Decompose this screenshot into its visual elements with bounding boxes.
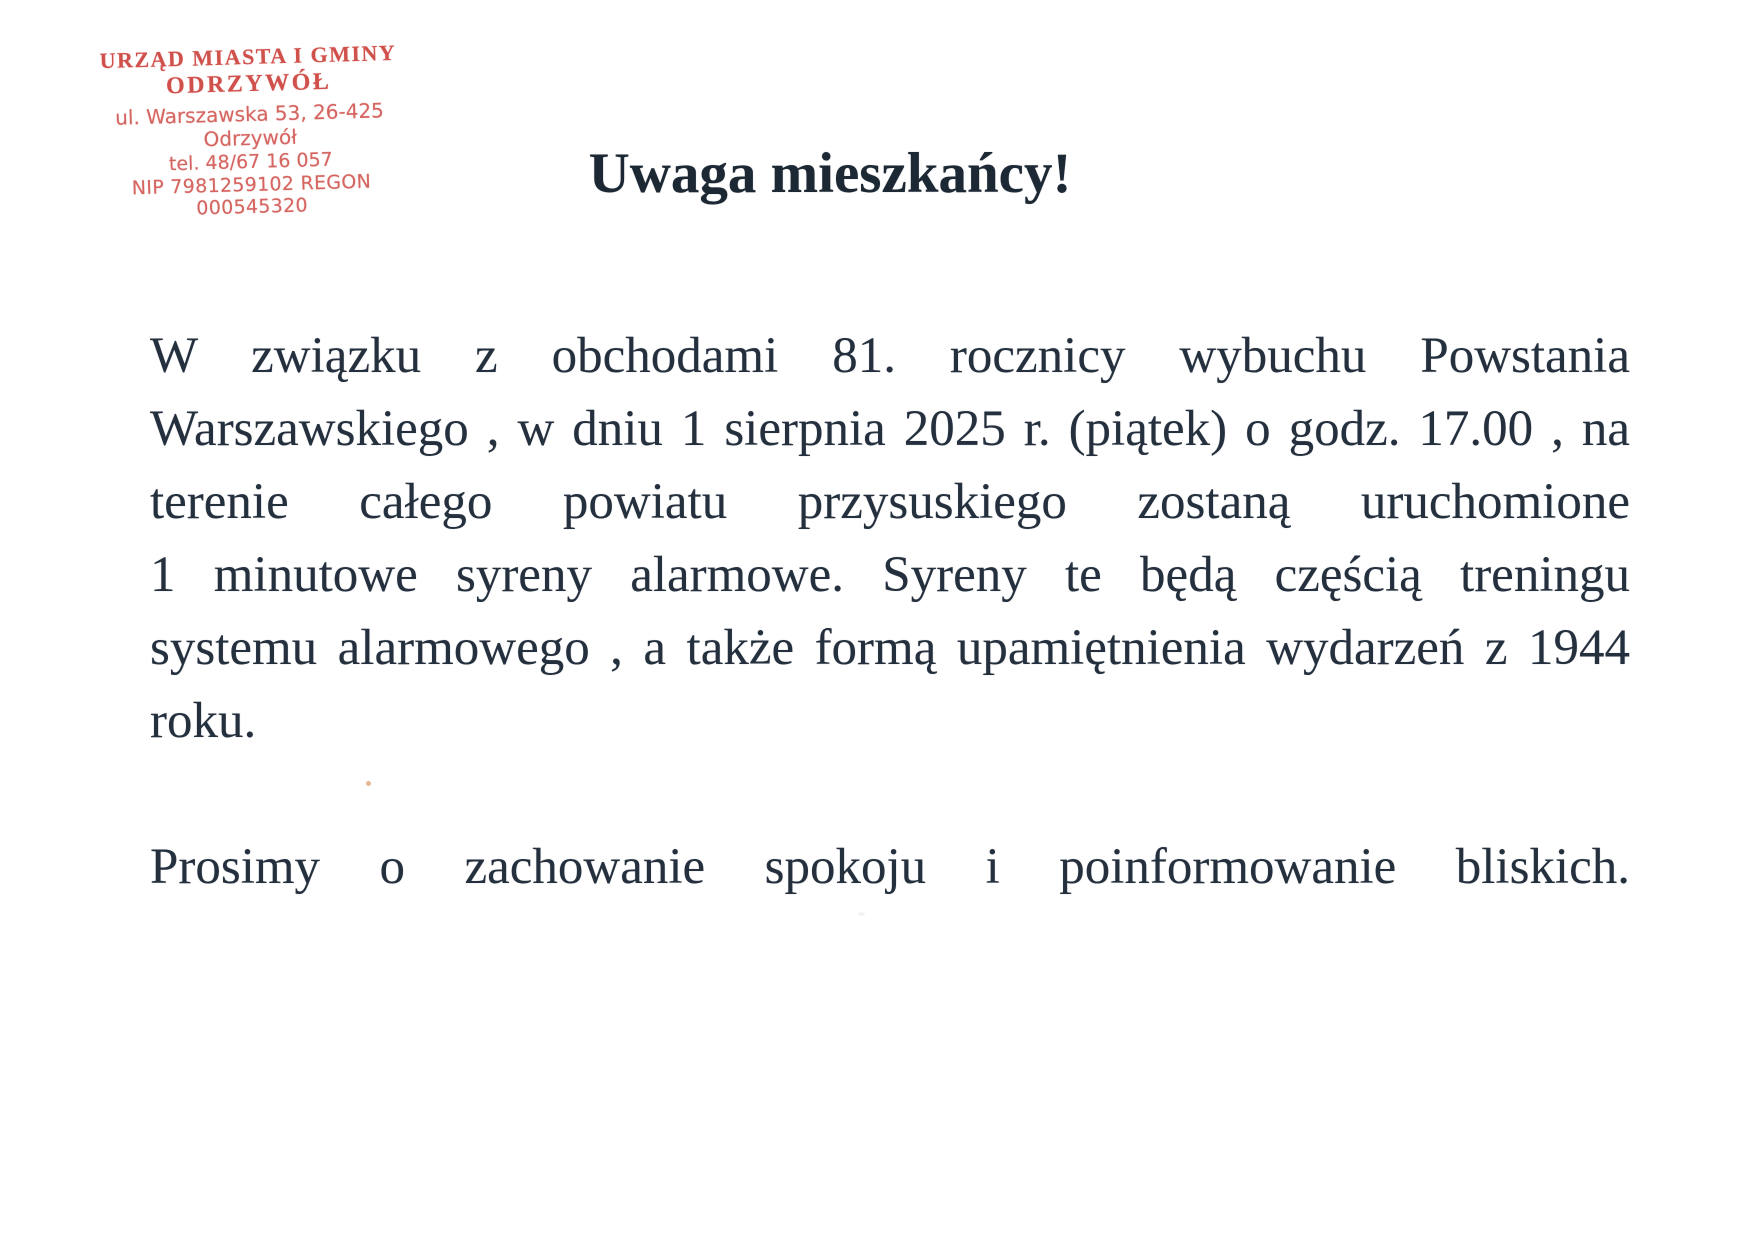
notice-closing-line: Prosimy o zachowanie spokoju i poinformowanie bliskich.	[150, 839, 1630, 895]
paragraph-line: terenie całego powiatu przysuskiego zostaną uruchomione	[150, 474, 1630, 530]
paragraph-line: systemu alarmowego , a także formą upamiętnienia wydarzeń z 1944	[150, 620, 1630, 676]
paragraph-line: 1 minutowe syreny alarmowe. Syreny te będą częścią treningu	[150, 547, 1630, 603]
scan-speck	[366, 781, 371, 786]
stamp-phone: tel. 48/67 16 057	[168, 148, 334, 176]
stamp-address: ul. Warszawska 53, 26-425 Odrzywół	[114, 98, 385, 152]
stamp-office-name: URZĄD MIASTA I GMINY	[99, 39, 397, 74]
stamp-nip-regon: NIP 7981259102 REGON 000545320	[131, 170, 372, 220]
notice-paragraph	[150, 320, 1630, 758]
paragraph-line: roku.	[150, 693, 257, 749]
stamp-town-name: ODRZYWÓŁ	[165, 68, 332, 100]
paragraph-line: Warszawskiego , w dniu 1 sierpnia 2025 r. (piątek) o godz. 17.00 , na	[150, 401, 1630, 457]
paragraph-line: W związku z obchodami 81. rocznicy wybuchu Powstania	[150, 328, 1630, 384]
scan-smudge	[858, 912, 865, 916]
notice-title: Uwaga mieszkańcy!	[588, 142, 1072, 205]
